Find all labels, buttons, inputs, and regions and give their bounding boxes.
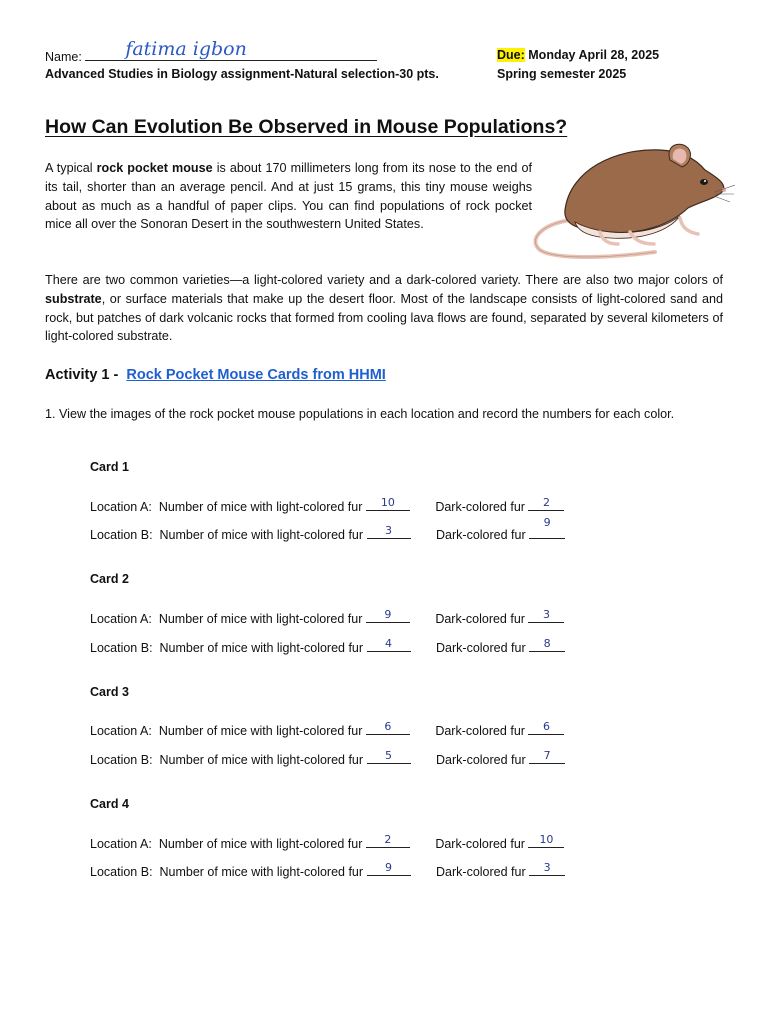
light-fur-answer-field[interactable] xyxy=(366,835,410,848)
dark-fur-label: Dark-colored fur xyxy=(436,641,526,655)
hhmi-cards-link[interactable]: Rock Pocket Mouse Cards from HHMI xyxy=(126,367,386,383)
light-fur-label: Number of mice with light-colored fur xyxy=(158,724,363,738)
intro-p1-text-b: is about 170 millimeters long from its nose to the end of its tail, shorter than an average pencil. And at just 15 grams, this tiny mouse weighs about as much as a handful of paper clips. You can find populations of rock pocket mice all over the Sonoran Desert in the southwestern United States. xyxy=(45,161,532,232)
card xyxy=(90,460,551,542)
dark-fur-answer-field[interactable] xyxy=(528,722,564,735)
dark-fur-label: Dark-colored fur xyxy=(436,528,526,542)
location-label: Location A: xyxy=(90,724,152,738)
dark-fur-answer-field[interactable] xyxy=(529,639,565,652)
light-fur-answer-field[interactable] xyxy=(367,863,411,876)
light-fur-label: Number of mice with light-colored fur xyxy=(158,612,363,626)
dark-fur-label: Dark-colored fur xyxy=(435,837,525,851)
due-date: Monday April 28, 2025 xyxy=(528,48,660,62)
location-label: Location A: xyxy=(90,837,152,851)
card-title: Card 3 xyxy=(90,685,129,699)
dark-fur-label: Dark-colored fur xyxy=(435,612,525,626)
intro-paragraph-1 xyxy=(45,159,532,234)
card xyxy=(90,572,551,655)
due-label: Due: xyxy=(497,48,525,62)
card-row xyxy=(90,498,564,514)
dark-fur-answer-field[interactable] xyxy=(528,498,564,511)
dark-fur-answer-field[interactable] xyxy=(528,835,564,848)
card-row xyxy=(90,639,565,655)
location-label: Location A: xyxy=(90,500,152,514)
dark-fur-answer: 2 xyxy=(542,496,550,509)
dark-fur-answer: 8 xyxy=(543,637,551,650)
card-row xyxy=(90,722,564,738)
location-label: Location B: xyxy=(90,528,153,542)
light-fur-answer-field[interactable] xyxy=(367,526,411,539)
light-fur-label: Number of mice with light-colored fur xyxy=(159,753,364,767)
dark-fur-label: Dark-colored fur xyxy=(435,500,525,514)
activity-instruction: 1. View the images of the rock pocket mouse populations in each location and record the numbers for each color. xyxy=(45,407,675,421)
light-fur-answer: 4 xyxy=(385,637,393,650)
activity-label: Activity 1 - xyxy=(45,367,123,383)
dark-fur-answer-field[interactable] xyxy=(529,863,565,876)
light-fur-label: Number of mice with light-colored fur xyxy=(159,528,364,542)
light-fur-answer: 2 xyxy=(384,833,392,846)
card-title: Card 2 xyxy=(90,572,129,586)
dark-fur-label: Dark-colored fur xyxy=(436,753,526,767)
dark-fur-answer-field[interactable] xyxy=(529,751,565,764)
due-line xyxy=(497,48,659,62)
light-fur-answer-field[interactable] xyxy=(367,639,411,652)
card xyxy=(90,685,551,767)
page-title: How Can Evolution Be Observed in Mouse Populations? xyxy=(45,116,568,138)
dark-fur-answer-field[interactable] xyxy=(528,610,564,623)
light-fur-answer: 5 xyxy=(385,749,393,762)
light-fur-answer-field[interactable] xyxy=(366,498,410,511)
location-label: Location B: xyxy=(90,865,153,879)
intro-paragraph-2 xyxy=(45,271,723,346)
light-fur-answer: 9 xyxy=(384,608,392,621)
card xyxy=(90,797,554,879)
dark-fur-label: Dark-colored fur xyxy=(435,724,525,738)
name-line xyxy=(45,38,385,64)
dark-fur-answer-field[interactable] xyxy=(529,516,565,539)
intro-p1-bold: rock pocket mouse xyxy=(96,161,213,175)
dark-fur-answer: 3 xyxy=(542,608,550,621)
card-row xyxy=(90,835,564,851)
card-title: Card 4 xyxy=(90,797,129,811)
dark-fur-answer: 3 xyxy=(543,861,551,874)
name-field[interactable] xyxy=(85,38,377,61)
card-row xyxy=(90,610,564,626)
card-row xyxy=(90,863,565,879)
intro-p2-text-b: , or surface materials that make up the desert floor. Most of the landscape consists of light-colored sand and rock, but patches of dark volcanic rocks that formed from cooling lava flows are found, separated by several kilometers of light-colored substrate. xyxy=(45,291,723,344)
card-row xyxy=(90,516,565,542)
semester: Spring semester 2025 xyxy=(497,67,627,81)
location-label: Location B: xyxy=(90,753,153,767)
card-row xyxy=(90,751,565,767)
light-fur-answer-field[interactable] xyxy=(366,722,410,735)
intro-p2-text-a: There are two common varieties—a light-colored variety and a dark-colored variety. There are also two major colors of xyxy=(45,273,723,287)
dark-fur-answer: 6 xyxy=(542,720,550,733)
light-fur-answer: 6 xyxy=(384,720,392,733)
rock-pocket-mouse-illustration xyxy=(530,140,735,265)
light-fur-label: Number of mice with light-colored fur xyxy=(159,865,364,879)
light-fur-answer: 3 xyxy=(385,524,393,537)
location-label: Location B: xyxy=(90,641,153,655)
light-fur-label: Number of mice with light-colored fur xyxy=(159,641,364,655)
dark-fur-answer: 7 xyxy=(543,749,551,762)
dark-fur-answer: 10 xyxy=(539,833,554,846)
intro-p2-bold: substrate xyxy=(45,291,102,306)
light-fur-label: Number of mice with light-colored fur xyxy=(158,500,363,514)
light-fur-answer-field[interactable] xyxy=(367,751,411,764)
location-label: Location A: xyxy=(90,612,152,626)
name-handwritten: fatima igbon xyxy=(125,38,247,60)
dark-fur-label: Dark-colored fur xyxy=(436,865,526,879)
light-fur-answer-field[interactable] xyxy=(366,610,410,623)
activity-heading xyxy=(45,367,386,383)
light-fur-answer: 9 xyxy=(385,861,393,874)
name-label: Name: xyxy=(45,50,82,64)
card-title: Card 1 xyxy=(90,460,129,474)
light-fur-answer: 10 xyxy=(380,496,395,509)
dark-fur-answer: 9 xyxy=(543,516,551,529)
assignment-subtitle: Advanced Studies in Biology assignment-Natural selection-30 pts. xyxy=(45,67,439,81)
intro-p1-text-a: A typical xyxy=(45,161,97,175)
light-fur-label: Number of mice with light-colored fur xyxy=(158,837,363,851)
